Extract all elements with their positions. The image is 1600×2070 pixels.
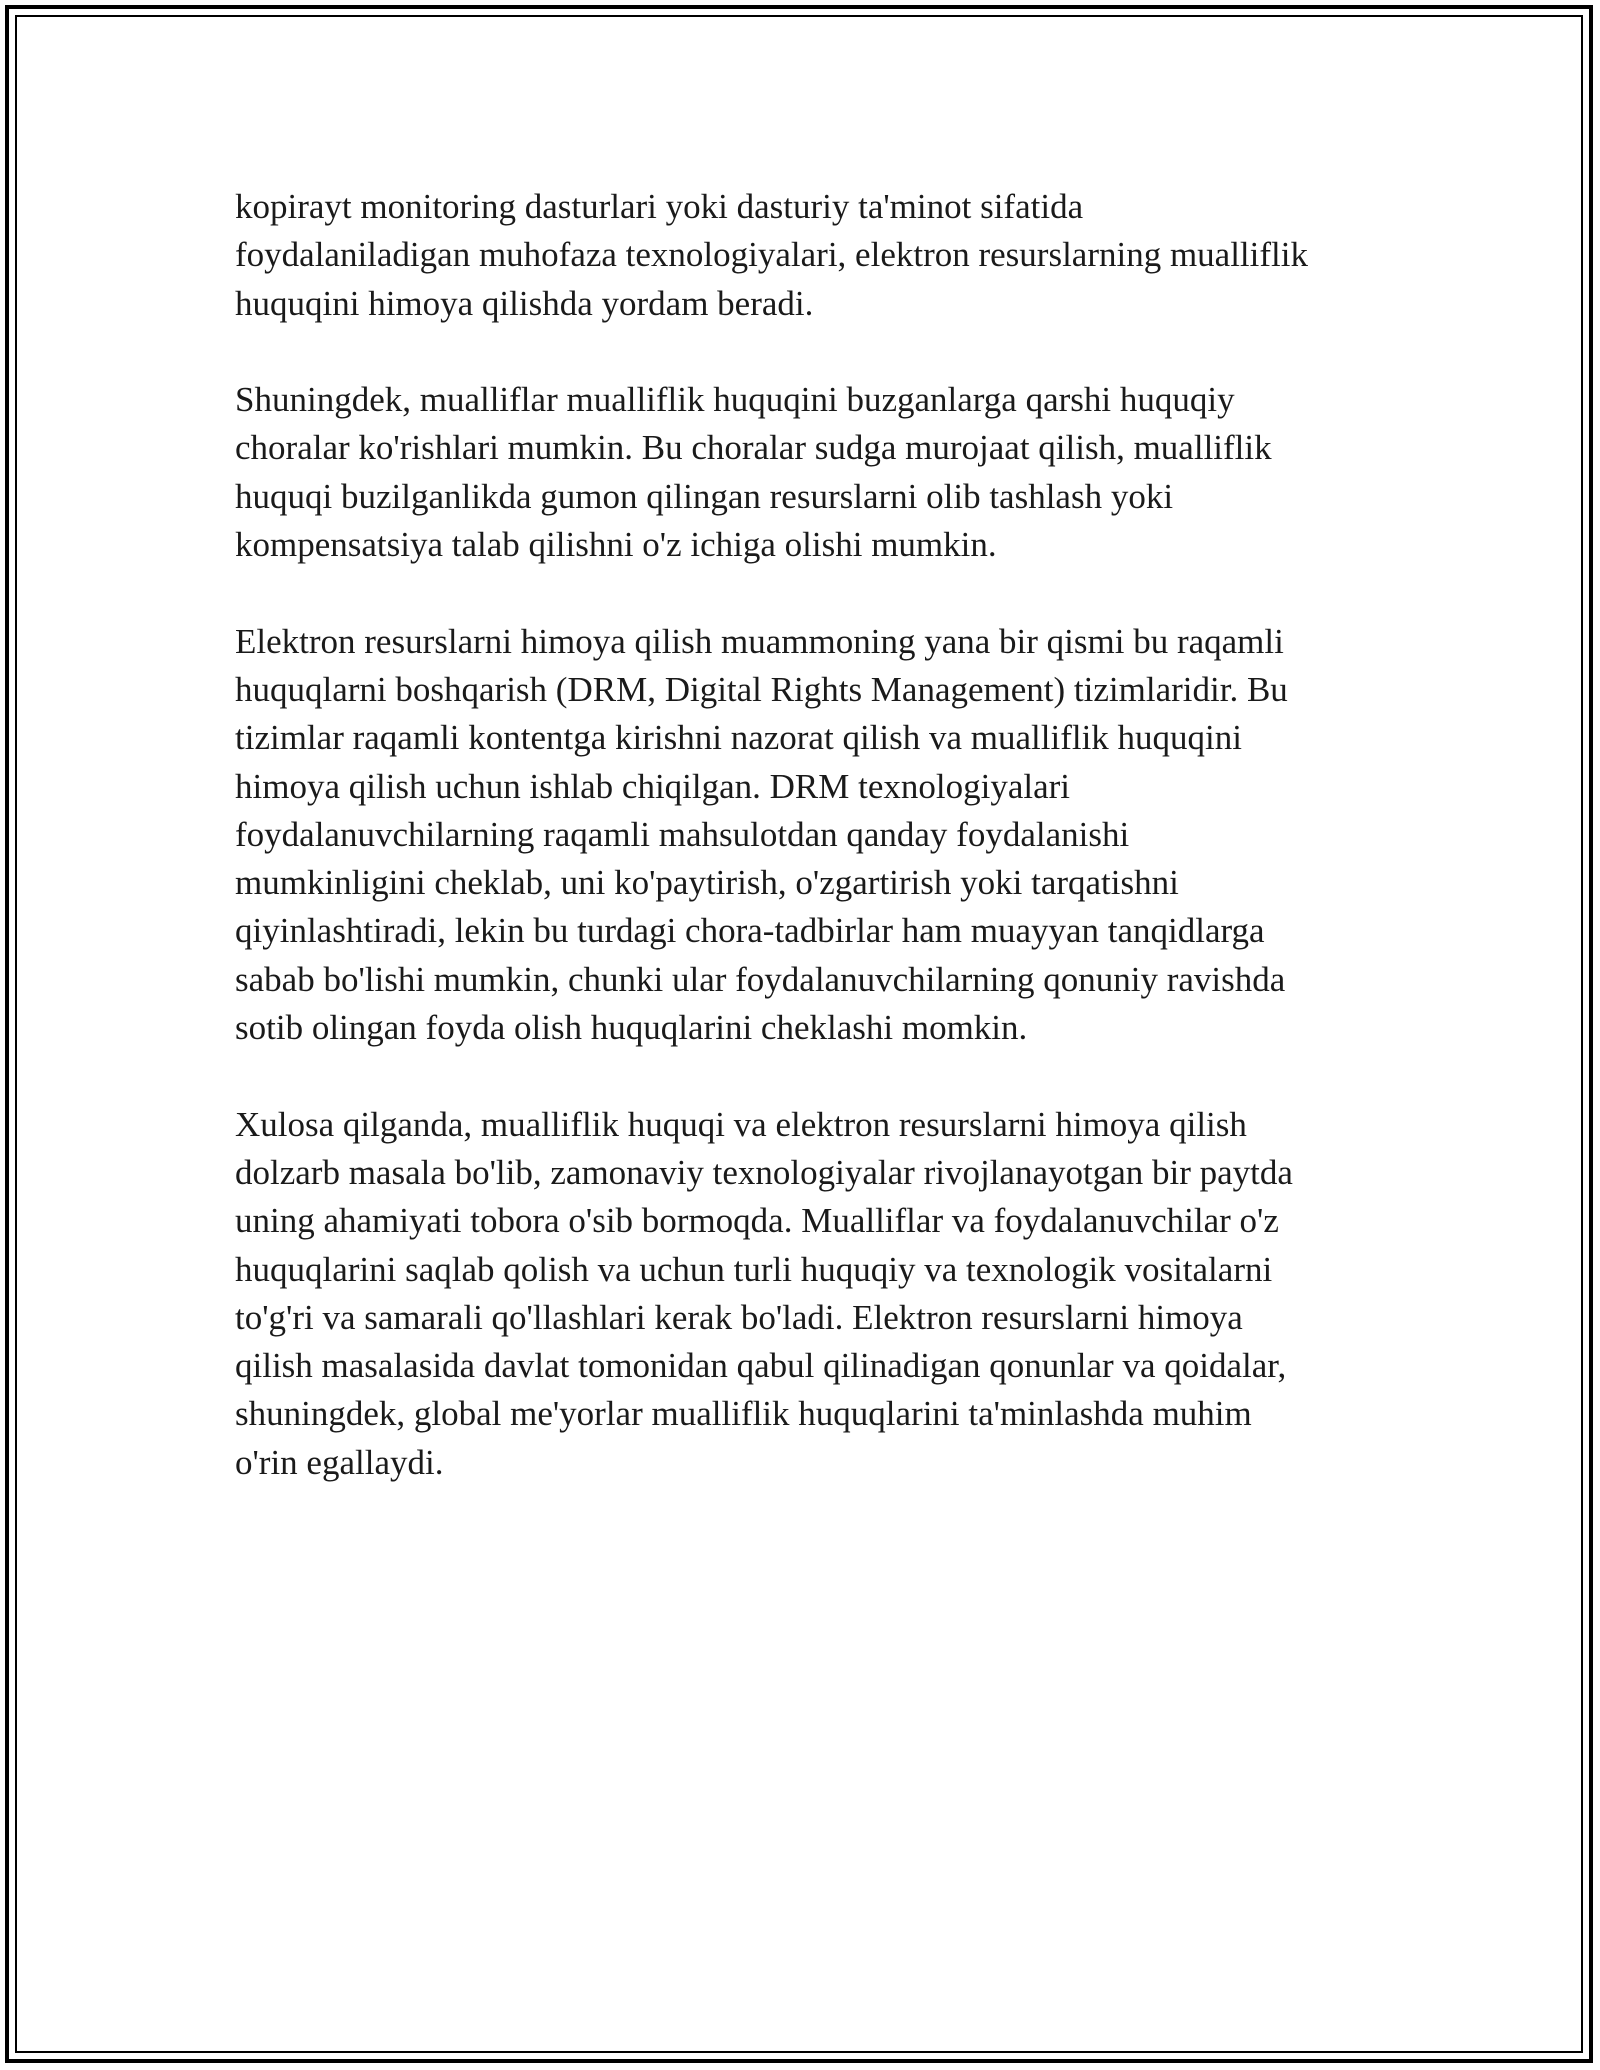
paragraph-4: Xulosa qilganda, mualliflik huquqi va elektron resurslarni himoya qilish dolzarb masala bo'lib, zamonaviy texnologiyalar rivojlanayotgan bir paytda uning ahamiyati tobora o'sib bormoqda. Mualliflar va foydalanuvchilar o'z huquqlarini saqlab qolish va uchun turli huquqiy va texnologik vositalarni to'g'ri va samarali qo'llashlari kerak bo'ladi. Elektron resurslarni himoya qilish masalasida davlat tomonidan qabul qilinadigan qonunlar va qoidalar, shuningdek, global me'yorlar mualliflik huquqlarini ta'minlashda muhim o'rin egallaydi. xyxy=(235,1104,1293,1482)
paragraph-3: Elektron resurslarni himoya qilish muammoning yana bir qismi bu raqamli huquqlarni boshqarish (DRM, Digital Rights Management) tizimlaridir. Bu tizimlar raqamli kontentga kirishni nazorat qilish va mualliflik huquqini himoya qilish uchun ishlab chiqilgan. DRM texnologiyalari foydalanuvchilarning raqamli mahsulotdan qanday foydalanishi mumkinligini cheklab, uni ko'paytirish, o'zgartirish yoki tarqatishni qiyinlashtiradi, lekin bu turdagi chora-tadbirlar ham muayyan tanqidlarga sabab bo'lishi mumkin, chunki ular foydalanuvchilarning qonuniy ravishda sotib olingan foyda olish huquqlarini cheklashi momkin. xyxy=(235,621,1288,1048)
paragraph-1: kopirayt monitoring dasturlari yoki dasturiy ta'minot sifatida foydalaniladigan muhofaza texnologiyalari, elektron resurslarning mualliflik huquqini himoya qilishda yordam beradi. xyxy=(235,187,1308,323)
paragraph-2: Shuningdek, mualliflar mualliflik huquqini buzganlarga qarshi huquqiy choralar ko'rishlari mumkin. Bu choralar sudga murojaat qilish, mualliflik huquqi buzilganlikda gumon qilingan resurslarni olib tashlash yoki kompensatsiya talab qilishni o'z ichiga olishi mumkin. xyxy=(235,380,1272,565)
document-body xyxy=(235,183,1385,1535)
